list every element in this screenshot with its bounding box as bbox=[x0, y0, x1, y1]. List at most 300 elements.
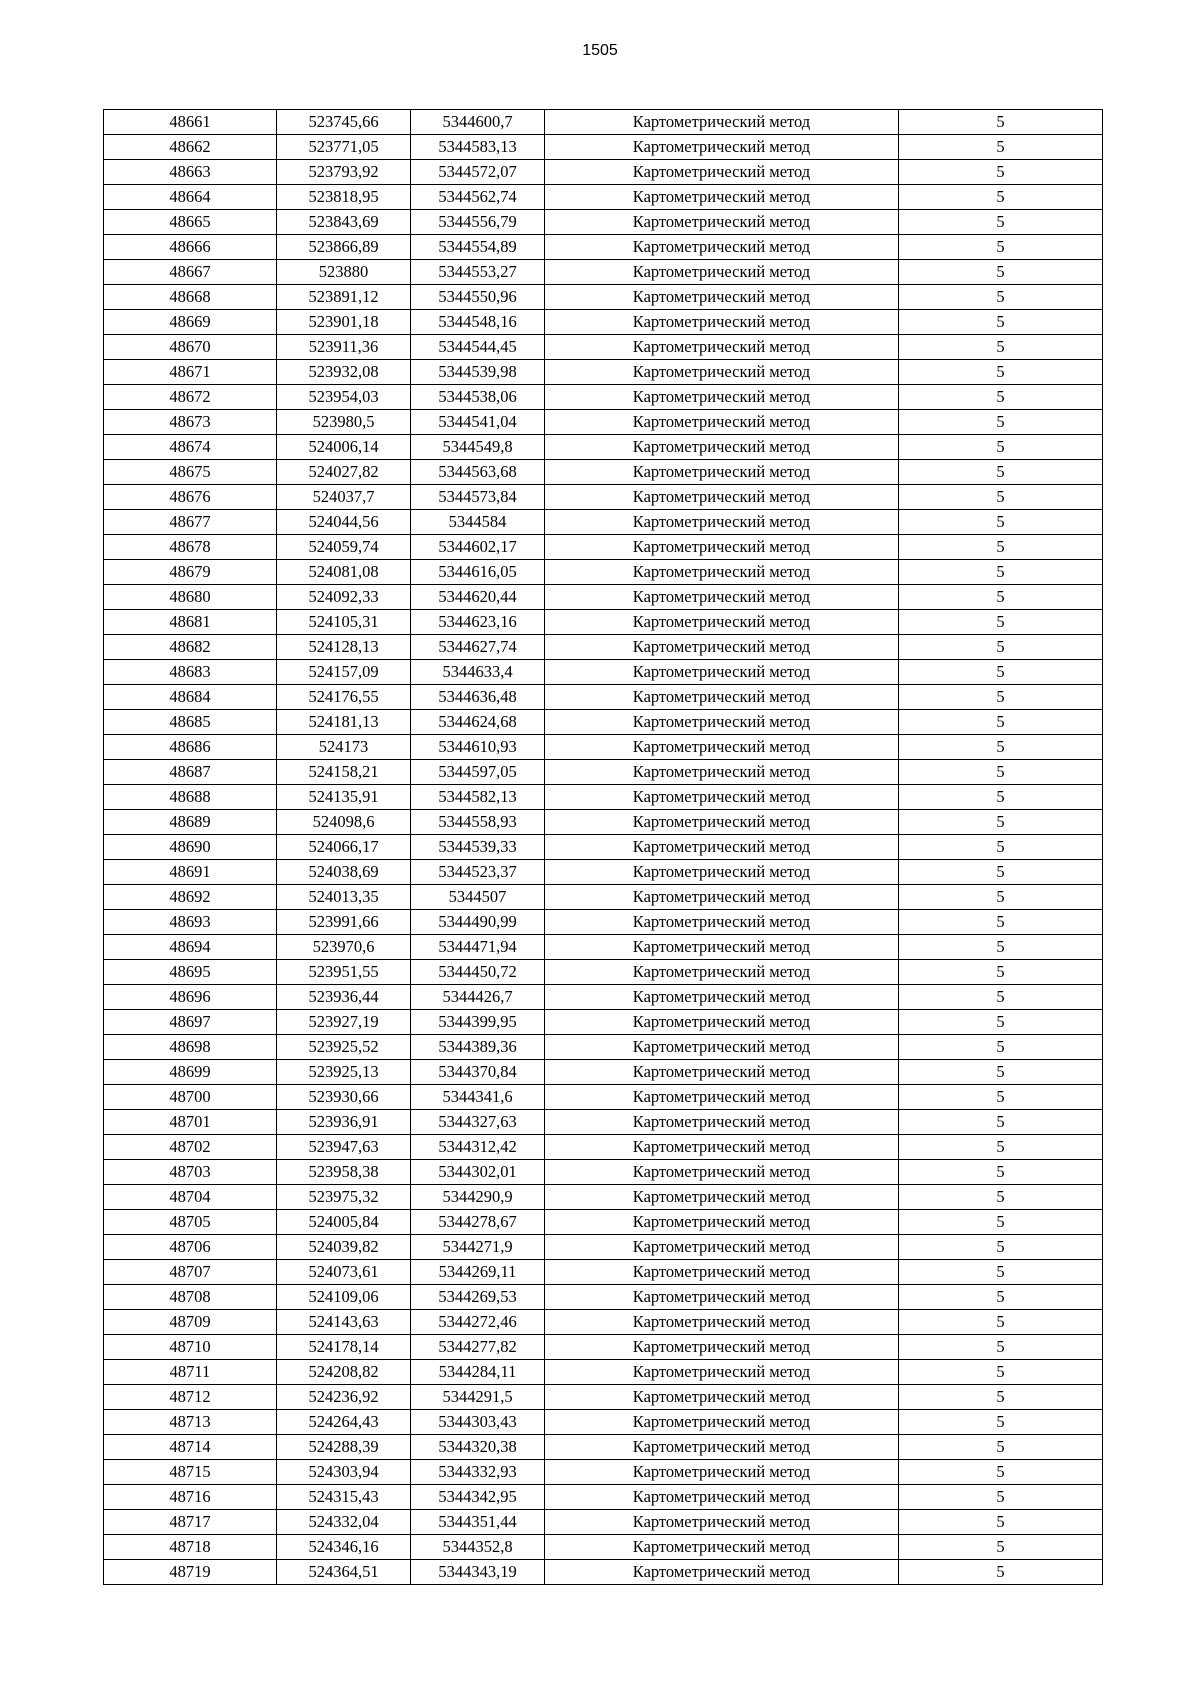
method-cell: Картометрический метод bbox=[545, 1135, 899, 1160]
table-row bbox=[104, 835, 1103, 860]
method-cell: Картометрический метод bbox=[545, 310, 899, 335]
point-number-cell: 48669 bbox=[104, 310, 277, 335]
point-number-cell: 48687 bbox=[104, 760, 277, 785]
accuracy-cell: 5 bbox=[899, 1360, 1103, 1385]
accuracy-cell: 5 bbox=[899, 1110, 1103, 1135]
accuracy-cell: 5 bbox=[899, 1310, 1103, 1335]
x-coordinate-cell: 524109,06 bbox=[277, 1285, 411, 1310]
method-cell: Картометрический метод bbox=[545, 1035, 899, 1060]
y-coordinate-cell: 5344277,82 bbox=[411, 1335, 545, 1360]
method-cell: Картометрический метод bbox=[545, 1185, 899, 1210]
table-row bbox=[104, 1160, 1103, 1185]
accuracy-cell: 5 bbox=[899, 985, 1103, 1010]
point-number-cell: 48711 bbox=[104, 1360, 277, 1385]
point-number-cell: 48692 bbox=[104, 885, 277, 910]
method-cell: Картометрический метод bbox=[545, 685, 899, 710]
point-number-cell: 48718 bbox=[104, 1535, 277, 1560]
table-row bbox=[104, 1560, 1103, 1585]
x-coordinate-cell: 523936,44 bbox=[277, 985, 411, 1010]
x-coordinate-cell: 524173 bbox=[277, 735, 411, 760]
x-coordinate-cell: 523901,18 bbox=[277, 310, 411, 335]
table-row bbox=[104, 535, 1103, 560]
table-row bbox=[104, 1485, 1103, 1510]
point-number-cell: 48707 bbox=[104, 1260, 277, 1285]
method-cell: Картометрический метод bbox=[545, 910, 899, 935]
y-coordinate-cell: 5344562,74 bbox=[411, 185, 545, 210]
y-coordinate-cell: 5344507 bbox=[411, 885, 545, 910]
method-cell: Картометрический метод bbox=[545, 1235, 899, 1260]
accuracy-cell: 5 bbox=[899, 1560, 1103, 1585]
x-coordinate-cell: 524178,14 bbox=[277, 1335, 411, 1360]
point-number-cell: 48715 bbox=[104, 1460, 277, 1485]
method-cell: Картометрический метод bbox=[545, 360, 899, 385]
accuracy-cell: 5 bbox=[899, 210, 1103, 235]
accuracy-cell: 5 bbox=[899, 510, 1103, 535]
accuracy-cell: 5 bbox=[899, 710, 1103, 735]
point-number-cell: 48704 bbox=[104, 1185, 277, 1210]
y-coordinate-cell: 5344539,98 bbox=[411, 360, 545, 385]
y-coordinate-cell: 5344616,05 bbox=[411, 560, 545, 585]
point-number-cell: 48663 bbox=[104, 160, 277, 185]
method-cell: Картометрический метод bbox=[545, 585, 899, 610]
accuracy-cell: 5 bbox=[899, 135, 1103, 160]
method-cell: Картометрический метод bbox=[545, 260, 899, 285]
method-cell: Картометрический метод bbox=[545, 1535, 899, 1560]
method-cell: Картометрический метод bbox=[545, 1360, 899, 1385]
point-number-cell: 48672 bbox=[104, 385, 277, 410]
coordinates-table bbox=[103, 109, 1103, 1585]
y-coordinate-cell: 5344556,79 bbox=[411, 210, 545, 235]
point-number-cell: 48694 bbox=[104, 935, 277, 960]
method-cell: Картометрический метод bbox=[545, 610, 899, 635]
method-cell: Картометрический метод bbox=[545, 110, 899, 135]
point-number-cell: 48688 bbox=[104, 785, 277, 810]
method-cell: Картометрический метод bbox=[545, 1435, 899, 1460]
accuracy-cell: 5 bbox=[899, 1285, 1103, 1310]
point-number-cell: 48693 bbox=[104, 910, 277, 935]
table-row bbox=[104, 560, 1103, 585]
method-cell: Картометрический метод bbox=[545, 335, 899, 360]
method-cell: Картометрический метод bbox=[545, 1110, 899, 1135]
table-row bbox=[104, 1535, 1103, 1560]
x-coordinate-cell: 523925,13 bbox=[277, 1060, 411, 1085]
table-row bbox=[104, 185, 1103, 210]
y-coordinate-cell: 5344341,6 bbox=[411, 1085, 545, 1110]
y-coordinate-cell: 5344538,06 bbox=[411, 385, 545, 410]
y-coordinate-cell: 5344272,46 bbox=[411, 1310, 545, 1335]
table-row bbox=[104, 235, 1103, 260]
y-coordinate-cell: 5344389,36 bbox=[411, 1035, 545, 1060]
point-number-cell: 48689 bbox=[104, 810, 277, 835]
y-coordinate-cell: 5344633,4 bbox=[411, 660, 545, 685]
x-coordinate-cell: 524037,7 bbox=[277, 485, 411, 510]
method-cell: Картометрический метод bbox=[545, 785, 899, 810]
point-number-cell: 48709 bbox=[104, 1310, 277, 1335]
x-coordinate-cell: 523970,6 bbox=[277, 935, 411, 960]
x-coordinate-cell: 524135,91 bbox=[277, 785, 411, 810]
table-row bbox=[104, 1435, 1103, 1460]
accuracy-cell: 5 bbox=[899, 235, 1103, 260]
x-coordinate-cell: 523936,91 bbox=[277, 1110, 411, 1135]
point-number-cell: 48682 bbox=[104, 635, 277, 660]
accuracy-cell: 5 bbox=[899, 1335, 1103, 1360]
table-row bbox=[104, 335, 1103, 360]
point-number-cell: 48698 bbox=[104, 1035, 277, 1060]
x-coordinate-cell: 524073,61 bbox=[277, 1260, 411, 1285]
accuracy-cell: 5 bbox=[899, 1210, 1103, 1235]
accuracy-cell: 5 bbox=[899, 1160, 1103, 1185]
y-coordinate-cell: 5344553,27 bbox=[411, 260, 545, 285]
y-coordinate-cell: 5344269,11 bbox=[411, 1260, 545, 1285]
x-coordinate-cell: 524027,82 bbox=[277, 460, 411, 485]
x-coordinate-cell: 523958,38 bbox=[277, 1160, 411, 1185]
table-row bbox=[104, 635, 1103, 660]
accuracy-cell: 5 bbox=[899, 385, 1103, 410]
table-row bbox=[104, 460, 1103, 485]
y-coordinate-cell: 5344290,9 bbox=[411, 1185, 545, 1210]
x-coordinate-cell: 523745,66 bbox=[277, 110, 411, 135]
accuracy-cell: 5 bbox=[899, 1035, 1103, 1060]
method-cell: Картометрический метод bbox=[545, 185, 899, 210]
y-coordinate-cell: 5344490,99 bbox=[411, 910, 545, 935]
point-number-cell: 48699 bbox=[104, 1060, 277, 1085]
table-row bbox=[104, 1360, 1103, 1385]
method-cell: Картометрический метод bbox=[545, 510, 899, 535]
table-row bbox=[104, 1010, 1103, 1035]
y-coordinate-cell: 5344278,67 bbox=[411, 1210, 545, 1235]
point-number-cell: 48662 bbox=[104, 135, 277, 160]
table-row bbox=[104, 935, 1103, 960]
x-coordinate-cell: 523866,89 bbox=[277, 235, 411, 260]
method-cell: Картометрический метод bbox=[545, 710, 899, 735]
method-cell: Картометрический метод bbox=[545, 735, 899, 760]
y-coordinate-cell: 5344302,01 bbox=[411, 1160, 545, 1185]
x-coordinate-cell: 523911,36 bbox=[277, 335, 411, 360]
method-cell: Картометрический метод bbox=[545, 1310, 899, 1335]
accuracy-cell: 5 bbox=[899, 960, 1103, 985]
table-row bbox=[104, 1035, 1103, 1060]
point-number-cell: 48681 bbox=[104, 610, 277, 635]
accuracy-cell: 5 bbox=[899, 185, 1103, 210]
point-number-cell: 48666 bbox=[104, 235, 277, 260]
accuracy-cell: 5 bbox=[899, 160, 1103, 185]
x-coordinate-cell: 524157,09 bbox=[277, 660, 411, 685]
y-coordinate-cell: 5344343,19 bbox=[411, 1560, 545, 1585]
point-number-cell: 48716 bbox=[104, 1485, 277, 1510]
accuracy-cell: 5 bbox=[899, 560, 1103, 585]
y-coordinate-cell: 5344342,95 bbox=[411, 1485, 545, 1510]
method-cell: Картометрический метод bbox=[545, 635, 899, 660]
method-cell: Картометрический метод bbox=[545, 210, 899, 235]
table-row bbox=[104, 585, 1103, 610]
x-coordinate-cell: 524005,84 bbox=[277, 1210, 411, 1235]
accuracy-cell: 5 bbox=[899, 760, 1103, 785]
point-number-cell: 48696 bbox=[104, 985, 277, 1010]
y-coordinate-cell: 5344471,94 bbox=[411, 935, 545, 960]
x-coordinate-cell: 523991,66 bbox=[277, 910, 411, 935]
x-coordinate-cell: 523951,55 bbox=[277, 960, 411, 985]
y-coordinate-cell: 5344554,89 bbox=[411, 235, 545, 260]
point-number-cell: 48685 bbox=[104, 710, 277, 735]
y-coordinate-cell: 5344572,07 bbox=[411, 160, 545, 185]
y-coordinate-cell: 5344583,13 bbox=[411, 135, 545, 160]
accuracy-cell: 5 bbox=[899, 260, 1103, 285]
y-coordinate-cell: 5344539,33 bbox=[411, 835, 545, 860]
x-coordinate-cell: 524044,56 bbox=[277, 510, 411, 535]
y-coordinate-cell: 5344291,5 bbox=[411, 1385, 545, 1410]
method-cell: Картометрический метод bbox=[545, 535, 899, 560]
accuracy-cell: 5 bbox=[899, 310, 1103, 335]
y-coordinate-cell: 5344602,17 bbox=[411, 535, 545, 560]
point-number-cell: 48710 bbox=[104, 1335, 277, 1360]
point-number-cell: 48680 bbox=[104, 585, 277, 610]
y-coordinate-cell: 5344636,48 bbox=[411, 685, 545, 710]
table-row bbox=[104, 1135, 1103, 1160]
point-number-cell: 48701 bbox=[104, 1110, 277, 1135]
method-cell: Картометрический метод bbox=[545, 1460, 899, 1485]
accuracy-cell: 5 bbox=[899, 285, 1103, 310]
x-coordinate-cell: 523818,95 bbox=[277, 185, 411, 210]
method-cell: Картометрический метод bbox=[545, 135, 899, 160]
x-coordinate-cell: 524066,17 bbox=[277, 835, 411, 860]
table-row bbox=[104, 1060, 1103, 1085]
accuracy-cell: 5 bbox=[899, 1260, 1103, 1285]
accuracy-cell: 5 bbox=[899, 1535, 1103, 1560]
accuracy-cell: 5 bbox=[899, 1185, 1103, 1210]
y-coordinate-cell: 5344582,13 bbox=[411, 785, 545, 810]
method-cell: Картометрический метод bbox=[545, 935, 899, 960]
method-cell: Картометрический метод bbox=[545, 860, 899, 885]
accuracy-cell: 5 bbox=[899, 535, 1103, 560]
point-number-cell: 48708 bbox=[104, 1285, 277, 1310]
method-cell: Картометрический метод bbox=[545, 1560, 899, 1585]
point-number-cell: 48705 bbox=[104, 1210, 277, 1235]
method-cell: Картометрический метод bbox=[545, 485, 899, 510]
x-coordinate-cell: 524158,21 bbox=[277, 760, 411, 785]
x-coordinate-cell: 523880 bbox=[277, 260, 411, 285]
y-coordinate-cell: 5344303,43 bbox=[411, 1410, 545, 1435]
point-number-cell: 48668 bbox=[104, 285, 277, 310]
point-number-cell: 48691 bbox=[104, 860, 277, 885]
table-row bbox=[104, 1510, 1103, 1535]
x-coordinate-cell: 523771,05 bbox=[277, 135, 411, 160]
accuracy-cell: 5 bbox=[899, 460, 1103, 485]
table-row bbox=[104, 785, 1103, 810]
point-number-cell: 48675 bbox=[104, 460, 277, 485]
x-coordinate-cell: 524006,14 bbox=[277, 435, 411, 460]
accuracy-cell: 5 bbox=[899, 410, 1103, 435]
accuracy-cell: 5 bbox=[899, 110, 1103, 135]
x-coordinate-cell: 524105,31 bbox=[277, 610, 411, 635]
x-coordinate-cell: 523975,32 bbox=[277, 1185, 411, 1210]
y-coordinate-cell: 5344584 bbox=[411, 510, 545, 535]
method-cell: Картометрический метод bbox=[545, 235, 899, 260]
table-row bbox=[104, 485, 1103, 510]
table-row bbox=[104, 1210, 1103, 1235]
table-row bbox=[104, 1285, 1103, 1310]
table-row bbox=[104, 710, 1103, 735]
point-number-cell: 48683 bbox=[104, 660, 277, 685]
y-coordinate-cell: 5344352,8 bbox=[411, 1535, 545, 1560]
accuracy-cell: 5 bbox=[899, 860, 1103, 885]
table-row bbox=[104, 410, 1103, 435]
x-coordinate-cell: 523930,66 bbox=[277, 1085, 411, 1110]
accuracy-cell: 5 bbox=[899, 1485, 1103, 1510]
table-row bbox=[104, 1335, 1103, 1360]
point-number-cell: 48719 bbox=[104, 1560, 277, 1585]
point-number-cell: 48674 bbox=[104, 435, 277, 460]
accuracy-cell: 5 bbox=[899, 685, 1103, 710]
x-coordinate-cell: 523980,5 bbox=[277, 410, 411, 435]
point-number-cell: 48665 bbox=[104, 210, 277, 235]
table-row bbox=[104, 135, 1103, 160]
table-row bbox=[104, 260, 1103, 285]
accuracy-cell: 5 bbox=[899, 935, 1103, 960]
y-coordinate-cell: 5344558,93 bbox=[411, 810, 545, 835]
accuracy-cell: 5 bbox=[899, 785, 1103, 810]
x-coordinate-cell: 523954,03 bbox=[277, 385, 411, 410]
x-coordinate-cell: 524081,08 bbox=[277, 560, 411, 585]
y-coordinate-cell: 5344548,16 bbox=[411, 310, 545, 335]
y-coordinate-cell: 5344426,7 bbox=[411, 985, 545, 1010]
point-number-cell: 48712 bbox=[104, 1385, 277, 1410]
x-coordinate-cell: 524332,04 bbox=[277, 1510, 411, 1535]
method-cell: Картометрический метод bbox=[545, 285, 899, 310]
table-row bbox=[104, 985, 1103, 1010]
accuracy-cell: 5 bbox=[899, 435, 1103, 460]
y-coordinate-cell: 5344332,93 bbox=[411, 1460, 545, 1485]
x-coordinate-cell: 524208,82 bbox=[277, 1360, 411, 1385]
point-number-cell: 48661 bbox=[104, 110, 277, 135]
accuracy-cell: 5 bbox=[899, 735, 1103, 760]
y-coordinate-cell: 5344549,8 bbox=[411, 435, 545, 460]
table-row bbox=[104, 860, 1103, 885]
table-row bbox=[104, 1410, 1103, 1435]
x-coordinate-cell: 524143,63 bbox=[277, 1310, 411, 1335]
x-coordinate-cell: 524264,43 bbox=[277, 1410, 411, 1435]
accuracy-cell: 5 bbox=[899, 1385, 1103, 1410]
x-coordinate-cell: 524315,43 bbox=[277, 1485, 411, 1510]
table-row bbox=[104, 385, 1103, 410]
method-cell: Картометрический метод bbox=[545, 985, 899, 1010]
accuracy-cell: 5 bbox=[899, 885, 1103, 910]
accuracy-cell: 5 bbox=[899, 1435, 1103, 1460]
method-cell: Картометрический метод bbox=[545, 835, 899, 860]
point-number-cell: 48690 bbox=[104, 835, 277, 860]
table-row bbox=[104, 1260, 1103, 1285]
x-coordinate-cell: 524364,51 bbox=[277, 1560, 411, 1585]
method-cell: Картометрический метод bbox=[545, 560, 899, 585]
accuracy-cell: 5 bbox=[899, 1510, 1103, 1535]
table-row bbox=[104, 110, 1103, 135]
method-cell: Картометрический метод bbox=[545, 1285, 899, 1310]
point-number-cell: 48706 bbox=[104, 1235, 277, 1260]
method-cell: Картометрический метод bbox=[545, 1410, 899, 1435]
point-number-cell: 48664 bbox=[104, 185, 277, 210]
x-coordinate-cell: 524346,16 bbox=[277, 1535, 411, 1560]
table-row bbox=[104, 160, 1103, 185]
table-row bbox=[104, 1310, 1103, 1335]
accuracy-cell: 5 bbox=[899, 585, 1103, 610]
accuracy-cell: 5 bbox=[899, 1410, 1103, 1435]
x-coordinate-cell: 524128,13 bbox=[277, 635, 411, 660]
table-row bbox=[104, 610, 1103, 635]
coordinates-table-body bbox=[104, 110, 1103, 1585]
method-cell: Картометрический метод bbox=[545, 810, 899, 835]
method-cell: Картометрический метод bbox=[545, 1335, 899, 1360]
method-cell: Картометрический метод bbox=[545, 435, 899, 460]
y-coordinate-cell: 5344327,63 bbox=[411, 1110, 545, 1135]
y-coordinate-cell: 5344450,72 bbox=[411, 960, 545, 985]
table-row bbox=[104, 685, 1103, 710]
y-coordinate-cell: 5344351,44 bbox=[411, 1510, 545, 1535]
accuracy-cell: 5 bbox=[899, 1235, 1103, 1260]
accuracy-cell: 5 bbox=[899, 910, 1103, 935]
accuracy-cell: 5 bbox=[899, 360, 1103, 385]
x-coordinate-cell: 524176,55 bbox=[277, 685, 411, 710]
accuracy-cell: 5 bbox=[899, 610, 1103, 635]
table-row bbox=[104, 360, 1103, 385]
x-coordinate-cell: 523793,92 bbox=[277, 160, 411, 185]
table-row bbox=[104, 1235, 1103, 1260]
point-number-cell: 48700 bbox=[104, 1085, 277, 1110]
y-coordinate-cell: 5344610,93 bbox=[411, 735, 545, 760]
x-coordinate-cell: 524303,94 bbox=[277, 1460, 411, 1485]
y-coordinate-cell: 5344563,68 bbox=[411, 460, 545, 485]
accuracy-cell: 5 bbox=[899, 335, 1103, 360]
method-cell: Картометрический метод bbox=[545, 1385, 899, 1410]
method-cell: Картометрический метод bbox=[545, 960, 899, 985]
method-cell: Картометрический метод bbox=[545, 1010, 899, 1035]
method-cell: Картометрический метод bbox=[545, 1210, 899, 1235]
method-cell: Картометрический метод bbox=[545, 1510, 899, 1535]
method-cell: Картометрический метод bbox=[545, 1485, 899, 1510]
point-number-cell: 48679 bbox=[104, 560, 277, 585]
y-coordinate-cell: 5344269,53 bbox=[411, 1285, 545, 1310]
point-number-cell: 48703 bbox=[104, 1160, 277, 1185]
y-coordinate-cell: 5344544,45 bbox=[411, 335, 545, 360]
x-coordinate-cell: 523891,12 bbox=[277, 285, 411, 310]
x-coordinate-cell: 523932,08 bbox=[277, 360, 411, 385]
x-coordinate-cell: 524288,39 bbox=[277, 1435, 411, 1460]
point-number-cell: 48676 bbox=[104, 485, 277, 510]
y-coordinate-cell: 5344523,37 bbox=[411, 860, 545, 885]
table-row bbox=[104, 435, 1103, 460]
y-coordinate-cell: 5344271,9 bbox=[411, 1235, 545, 1260]
x-coordinate-cell: 523927,19 bbox=[277, 1010, 411, 1035]
y-coordinate-cell: 5344624,68 bbox=[411, 710, 545, 735]
point-number-cell: 48678 bbox=[104, 535, 277, 560]
method-cell: Картометрический метод bbox=[545, 460, 899, 485]
table-row bbox=[104, 1185, 1103, 1210]
table-row bbox=[104, 510, 1103, 535]
method-cell: Картометрический метод bbox=[545, 410, 899, 435]
table-row bbox=[104, 1085, 1103, 1110]
table-row bbox=[104, 810, 1103, 835]
table-row bbox=[104, 1385, 1103, 1410]
point-number-cell: 48670 bbox=[104, 335, 277, 360]
y-coordinate-cell: 5344399,95 bbox=[411, 1010, 545, 1035]
point-number-cell: 48717 bbox=[104, 1510, 277, 1535]
table-row bbox=[104, 660, 1103, 685]
method-cell: Картометрический метод bbox=[545, 760, 899, 785]
y-coordinate-cell: 5344550,96 bbox=[411, 285, 545, 310]
table-row bbox=[104, 310, 1103, 335]
y-coordinate-cell: 5344541,04 bbox=[411, 410, 545, 435]
point-number-cell: 48697 bbox=[104, 1010, 277, 1035]
table-row bbox=[104, 1110, 1103, 1135]
accuracy-cell: 5 bbox=[899, 810, 1103, 835]
